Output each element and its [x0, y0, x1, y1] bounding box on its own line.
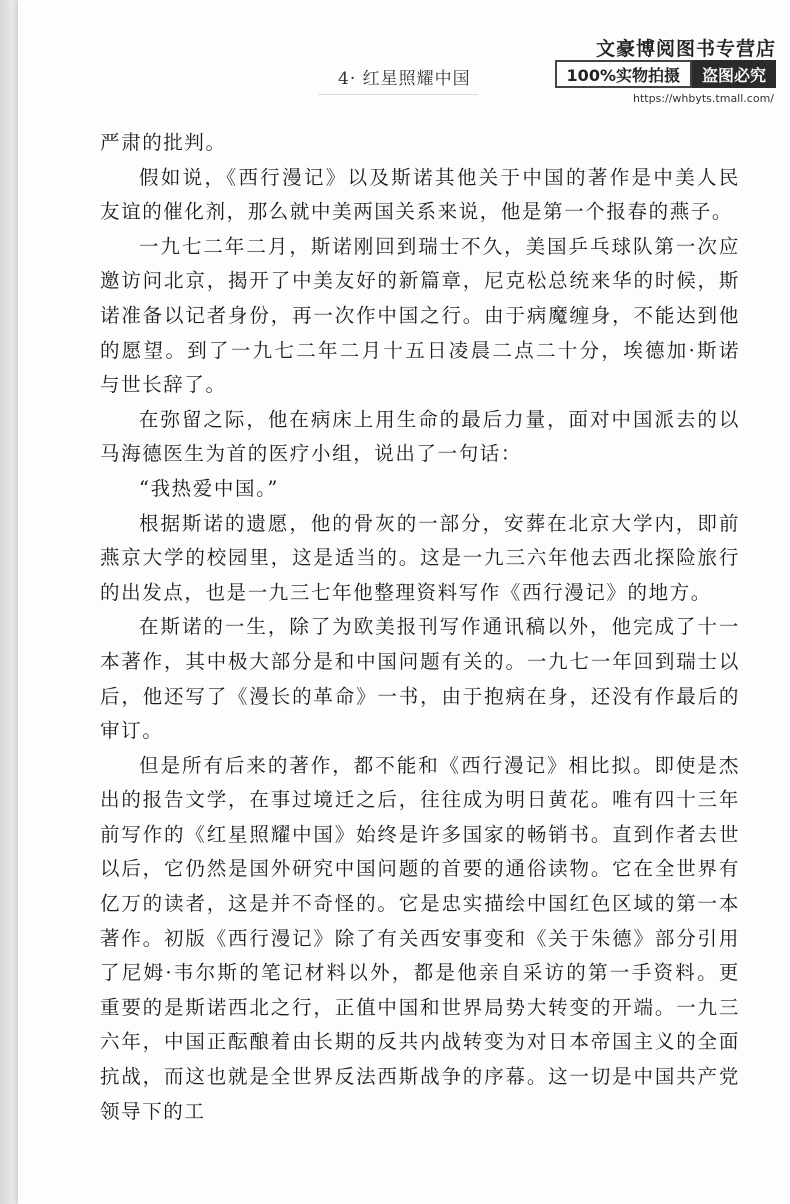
real-photo-label: 100%实物拍摄	[555, 60, 692, 88]
book-gutter-shadow	[0, 0, 18, 1204]
paragraph-7: 在斯诺的一生，除了为欧美报刊写作通讯稿以外，他完成了十一本著作，其中极大部分是和中国问题有关的。一九七一年回到瑞士以后，他还写了《漫长的革命》一书，由于抱病在身，还没有作最后的审订。	[100, 615, 740, 743]
page-header	[338, 64, 471, 89]
body-text	[100, 126, 740, 1129]
paragraph-3: 一九七二年二月，斯诺刚回到瑞士不久，美国乒乓球队第一次应邀访问北京，揭开了中美友好的新篇章，尼克松总统来华的时候，斯诺准备以记者身份，再一次作中国之行。由于病魔缠身，不能达到他的愿望。到了一九七二年二月十五日凌晨二点二十分，埃德加·斯诺与世长辞了。	[100, 234, 740, 397]
store-name-watermark: 文豪博阅图书专营店	[595, 38, 776, 60]
paragraph-1: 严肃的批判。	[100, 131, 227, 154]
store-url: https://whbyts.tmall.com/	[632, 92, 774, 105]
paragraph-5: “我热爱中国。”	[139, 476, 279, 500]
no-theft-label: 盗图必究	[692, 60, 776, 88]
paragraph-8: 但是所有后来的著作，都不能和《西行漫记》相比拟。即使是杰出的报告文学，在事过境迁之后，往往成为明日黄花。唯有四十三年前写作的《红星照耀中国》始终是许多国家的畅销书。直到作者去世以后，它仍然是国外研究中国问题的首要的通俗读物。它在全世界有亿万的读者，这是并不奇怪的。它是忠实描绘中国红色区域的第一本著作。初版《西行漫记》除了有关西安事变和《关于朱德》部分引用了尼姆·韦尔斯的笔记材料以外，都是他亲自采访的第一手资料。更重要的是斯诺西北之行，正值中国和世界局势大转变的开端。一九三六年，中国正酝酿着由长期的反共内战转变为对日本帝国主义的全面抗战，而这也就是全世界反法西斯战争的序幕。这一切是中国共产党领导下的工	[100, 753, 740, 1123]
page-number: 4·	[338, 69, 357, 89]
header-rule	[318, 94, 478, 95]
paragraph-2: 假如说，《西行漫记》以及斯诺其他关于中国的著作是中美人民友谊的催化剂，那么就中美两国关系来说，他是第一个报春的燕子。	[100, 165, 740, 224]
paragraph-6: 根据斯诺的遗愿，他的骨灰的一部分，安葬在北京大学内，即前燕京大学的校园里，这是适当的。这是一九三六年他去西北探险旅行的出发点，也是一九三七年他整理资料写作《西行漫记》的地方。	[100, 511, 740, 604]
paragraph-4: 在弥留之际，他在病床上用生命的最后力量，面对中国派去的以马海德医生为首的医疗小组，说出了一句话：	[100, 407, 740, 466]
running-title: 红星照耀中国	[362, 69, 471, 89]
photo-badge	[555, 60, 776, 88]
